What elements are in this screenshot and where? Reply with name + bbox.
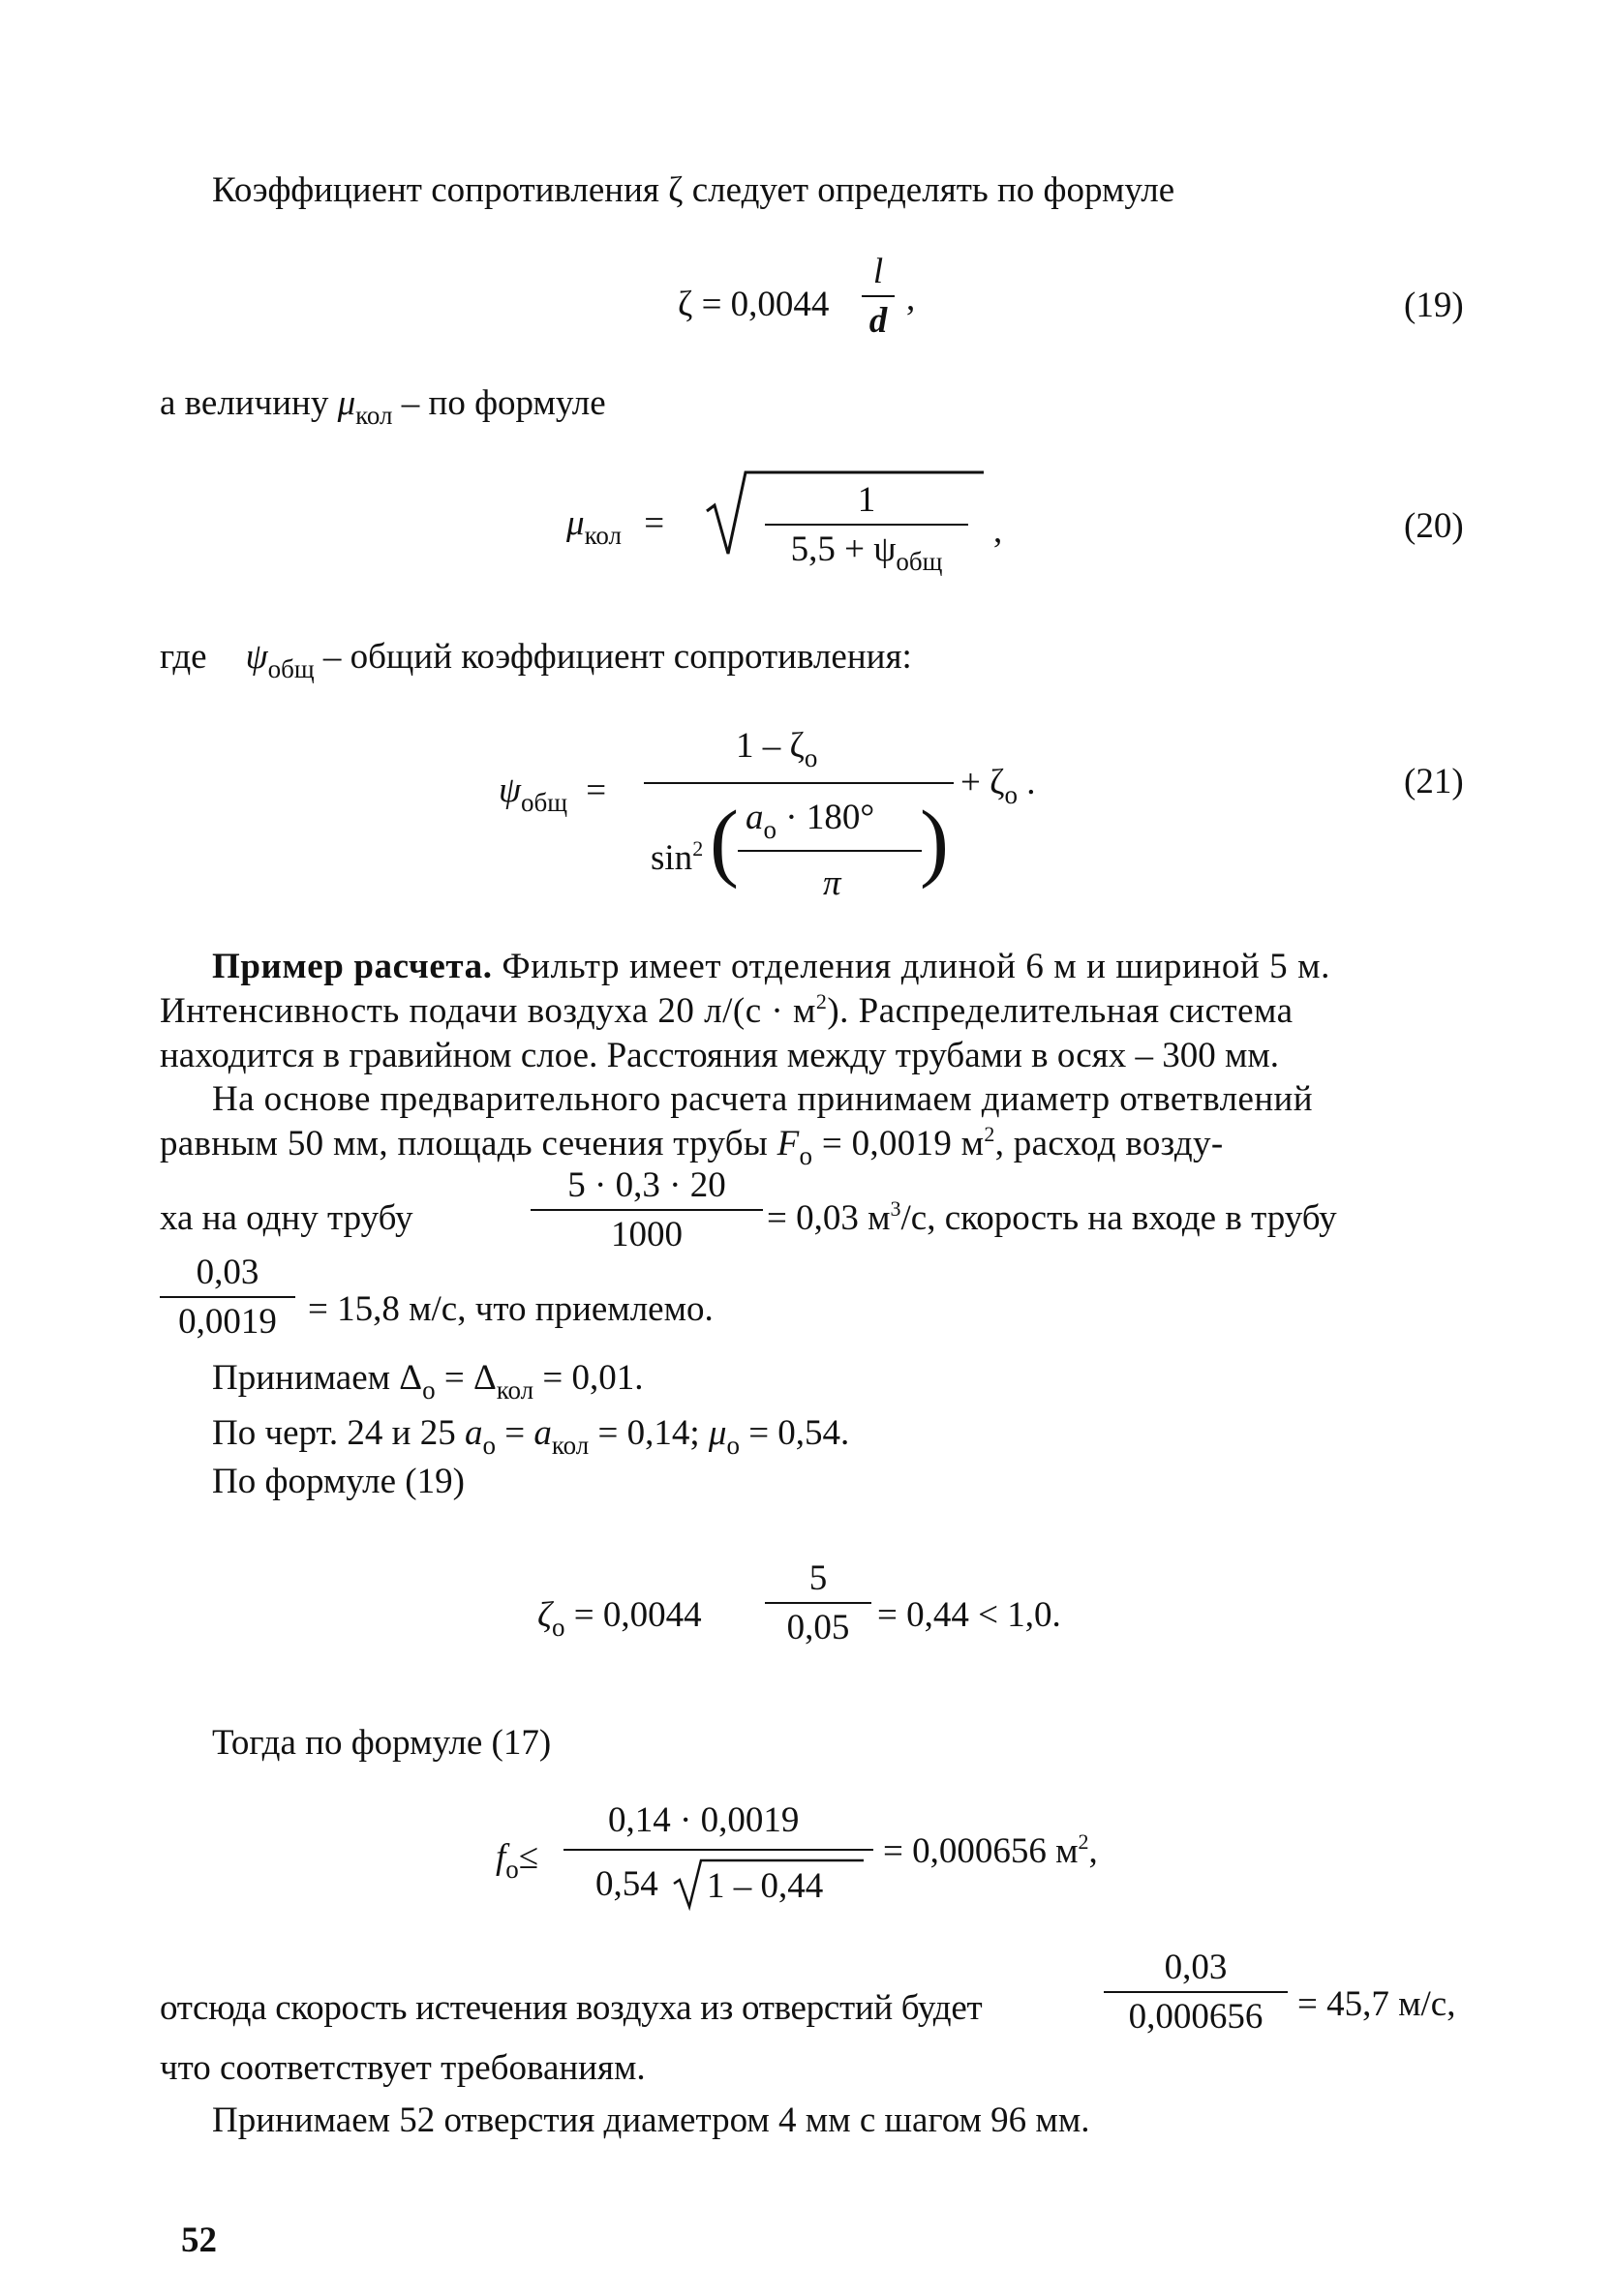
- eq21-numerator: $1 - \zeta_о$: [736, 726, 818, 772]
- holes-line: Принимаем 52 отверстия диаметром 4 мм с шагом 96 мм.: [212, 2100, 1090, 2140]
- eq19-label: (19): [1404, 286, 1464, 325]
- zeta-fraction: 5 0,05: [765, 1560, 871, 1646]
- f-denominator: 0,54: [595, 1864, 658, 1904]
- f-numerator: 0,14 · 0,0019: [608, 1800, 800, 1840]
- eq21-inner-bar: [738, 850, 922, 852]
- velocity-fraction: 0,03 0,0019: [160, 1254, 295, 1340]
- chart-reference: По черт. 24 и 25 $a_о = a_{кол} = 0,14$; $\mu_о = 0,54$.: [212, 1413, 850, 1460]
- eq20-fraction: 1 $5,5 + \psi_{общ}$: [765, 482, 968, 567]
- psi-definition: где $\psi_{общ}$ – общий коэффициент сопротивления:: [160, 637, 912, 683]
- accept-delta: Принимаем $\Delta_о = \Delta_{кол} = 0,01$.: [212, 1358, 644, 1405]
- speed-fraction: 0,03 0,000656: [1104, 1949, 1288, 2035]
- eq21-sin: $\sin^2$: [651, 836, 704, 878]
- eq21-inner-numerator: $a_о \cdot 180^\circ$: [746, 798, 875, 844]
- para2-line-2: равным 50 мм, площадь сечения трубы $F_о = 0,0019$ $м^2$, расход возду-: [160, 1122, 1224, 1170]
- example-line-2: Интенсивность подачи воздуха 20 $л/(с \cdot м^2)$. Распределительная система: [160, 989, 1294, 1031]
- by-formula-19: По формуле (19): [212, 1462, 465, 1501]
- example-line-1: Пример расчета. Фильтр имеет отделения длиной 6 м и шириной 5 м.: [212, 947, 1330, 986]
- eq19-fraction: l d: [862, 254, 895, 339]
- mu-intro: а величину $\mu_{кол}$ – по формуле: [160, 383, 606, 430]
- eq21-label: (21): [1404, 762, 1464, 801]
- then-formula-17: Тогда по формуле (17): [212, 1723, 552, 1763]
- eq21-inner-denominator: π: [823, 863, 841, 903]
- page-number: 52: [181, 2220, 217, 2260]
- example-line-3: находится в гравийном слое. Расстояния между трубами в осях – 300 мм.: [160, 1036, 1280, 1075]
- speed-result: = 45,7 м/с,: [1297, 1984, 1456, 2024]
- air-per-pipe-fraction: 5 · 0,3 · 20 1000: [531, 1167, 763, 1253]
- eq21-tail: + $\zeta_о$ .: [960, 763, 1036, 809]
- para2-line-3a: ха на одну трубу: [160, 1198, 413, 1238]
- para2-line-4: = 15,8 м/с, что приемлемо.: [308, 1289, 714, 1329]
- eq21-main-bar: [644, 782, 954, 784]
- meets-requirements: что соответствует требованиям.: [160, 2048, 646, 2088]
- para2-line-3b: = 0,03 $м^3/с$, скорость на входе в трубу: [767, 1196, 1337, 1238]
- intro-text: Коэффициент сопротивления ζ следует определять по формуле: [212, 170, 1175, 210]
- para2-line-1: На основе предварительного расчета принимаем диаметр ответвлений: [212, 1079, 1313, 1119]
- eq20-label: (20): [1404, 506, 1464, 546]
- speed-line: отсюда скорость истечения воздуха из отверстий будет: [160, 1988, 983, 2028]
